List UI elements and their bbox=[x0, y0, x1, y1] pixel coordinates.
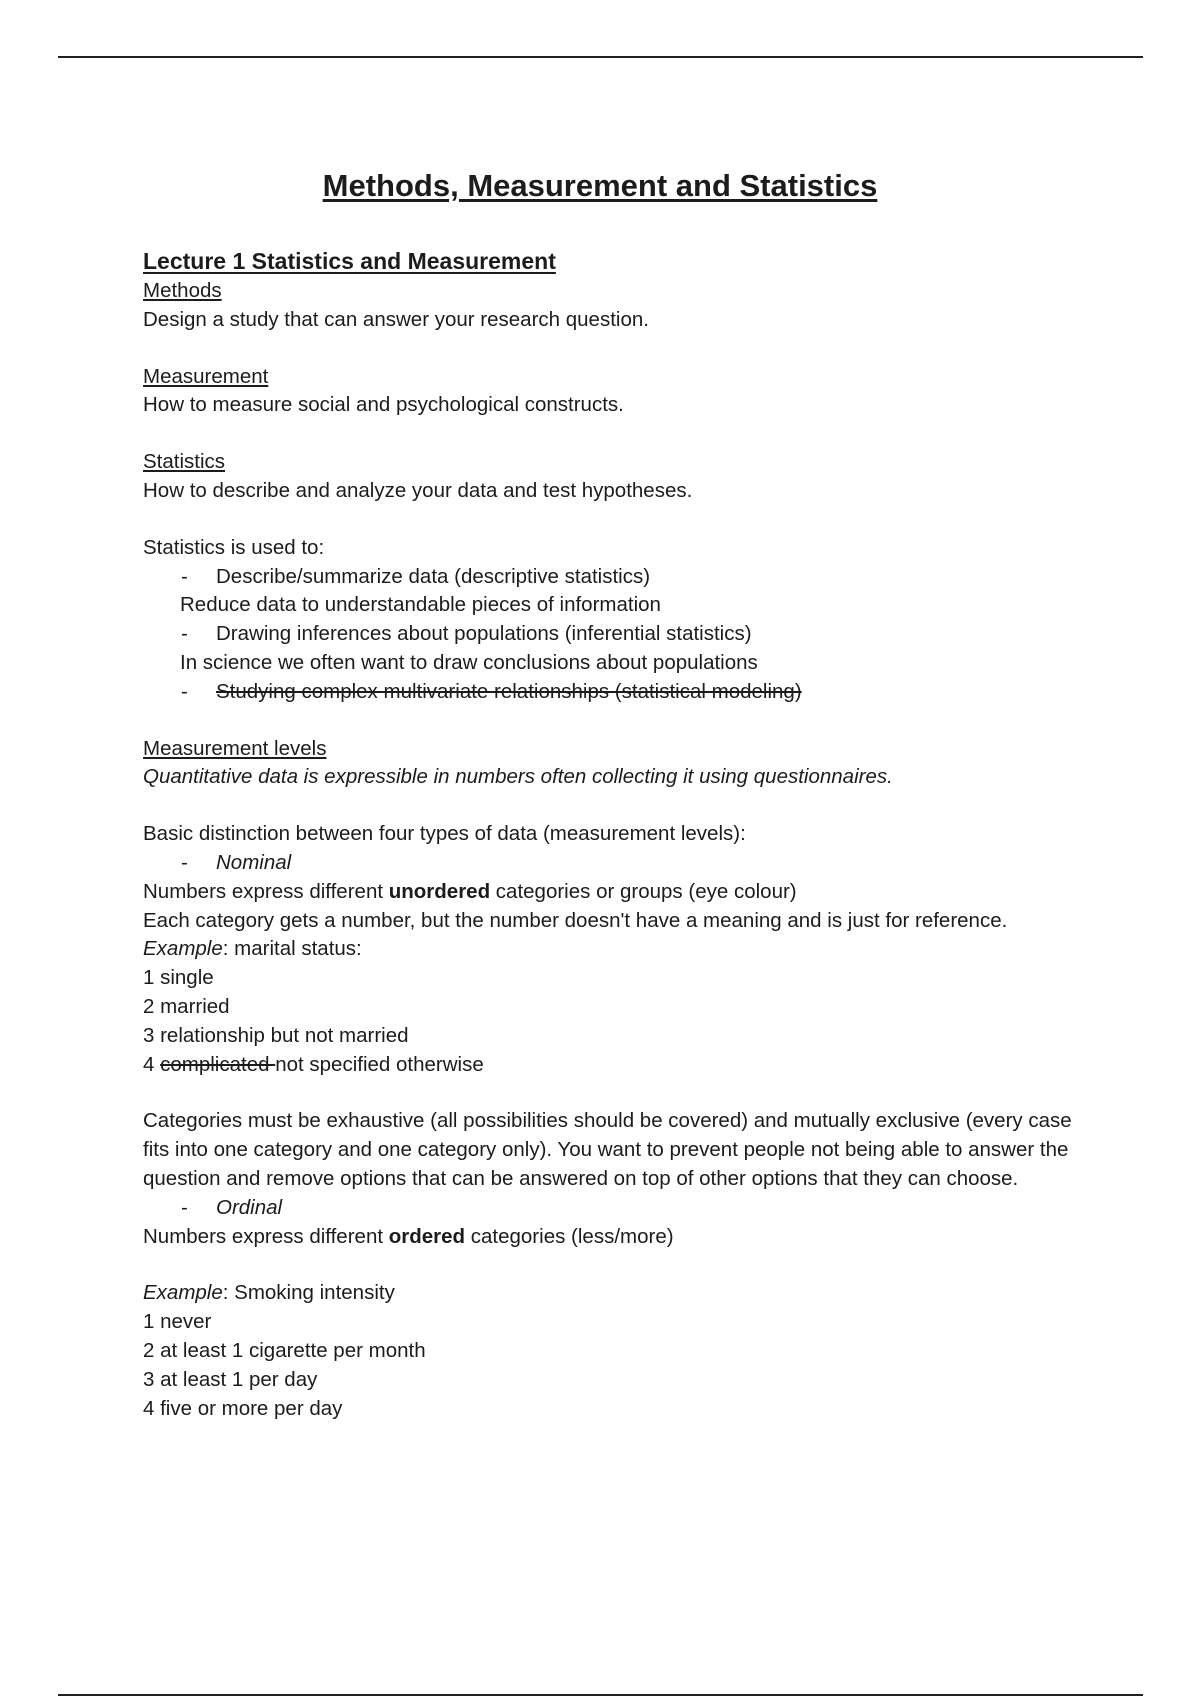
bullet-ordinal bbox=[143, 1194, 1073, 1223]
nominal-desc-post: categories or groups (eye colour) bbox=[490, 879, 797, 903]
nominal-desc bbox=[143, 878, 1073, 907]
item4-prefix: 4 bbox=[143, 1052, 161, 1076]
document-body bbox=[143, 245, 1073, 1423]
bullet-inferential-text: Drawing inferences about populations (inferential statistics) bbox=[216, 622, 752, 646]
spacer bbox=[143, 335, 1073, 363]
ordinal-desc-post: categories (less/more) bbox=[465, 1224, 674, 1248]
list-item: 3 relationship but not married bbox=[143, 1023, 409, 1047]
measurement-heading: Measurement bbox=[143, 364, 269, 388]
bullet-dash: - bbox=[181, 1195, 188, 1219]
statistics-text: How to describe and analyze your data and test hypotheses. bbox=[143, 478, 693, 502]
methods-heading: Methods bbox=[143, 279, 222, 302]
spacer bbox=[143, 506, 1073, 534]
list-item: 4 five or more per day bbox=[143, 1396, 343, 1420]
quantitative-italic: Quantitative data is expressible in numbers often collecting it using questionnaires. bbox=[143, 765, 893, 789]
list-item: 1 single bbox=[143, 966, 214, 990]
bullet-inferential bbox=[143, 620, 1073, 649]
ordinal-desc-pre: Numbers express different bbox=[143, 1224, 389, 1248]
nominal-desc-pre: Numbers express different bbox=[143, 879, 389, 903]
ordinal-label: Ordinal bbox=[216, 1195, 283, 1219]
statistics-use-intro: Statistics is used to: bbox=[143, 535, 325, 559]
nominal-example-label: Example bbox=[143, 937, 223, 961]
measurement-levels-heading: Measurement levels bbox=[143, 736, 327, 760]
header-rule bbox=[58, 56, 1143, 58]
spacer bbox=[143, 792, 1073, 820]
statistics-section bbox=[143, 448, 1073, 477]
statistics-heading: Statistics bbox=[143, 450, 226, 474]
note-inferential: In science we often want to draw conclusions about populations bbox=[180, 650, 758, 674]
levels-intro: Basic distinction between four types of data (measurement levels): bbox=[143, 822, 746, 846]
ordinal-example-text: : Smoking intensity bbox=[222, 1281, 395, 1305]
quantitative-text bbox=[143, 763, 1073, 792]
spacer bbox=[143, 1251, 1073, 1279]
item4-rest: not specified otherwise bbox=[275, 1052, 484, 1076]
methods-text: Design a study that can answer your research question. bbox=[143, 307, 649, 331]
nominal-example bbox=[143, 935, 1073, 964]
bullet-descriptive-text: Describe/summarize data (descriptive statistics) bbox=[216, 564, 651, 588]
methods-section bbox=[143, 277, 1073, 306]
list-item: 2 at least 1 cigarette per month bbox=[143, 1338, 426, 1362]
measurement-section bbox=[143, 363, 1073, 392]
lecture-heading: Lecture 1 Statistics and Measurement bbox=[143, 248, 556, 274]
nominal-line2: Each category gets a number, but the number doesn't have a meaning and is just for reference. bbox=[143, 908, 1008, 932]
ordinal-example bbox=[143, 1279, 1073, 1308]
bullet-dash: - bbox=[181, 622, 188, 646]
bullet-modeling-struck bbox=[143, 678, 1073, 707]
bullet-descriptive bbox=[143, 563, 1073, 592]
item4-struck: complicated bbox=[160, 1052, 276, 1076]
list-item: 1 never bbox=[143, 1310, 212, 1334]
footer-rule bbox=[58, 1694, 1143, 1696]
spacer bbox=[143, 420, 1073, 448]
bullet-dash: - bbox=[181, 850, 188, 874]
ordinal-desc bbox=[143, 1223, 1073, 1252]
measurement-text: How to measure social and psychological constructs. bbox=[143, 393, 624, 417]
document-title: Methods, Measurement and Statistics bbox=[322, 168, 878, 203]
ordinal-desc-bold: ordered bbox=[388, 1224, 466, 1248]
spacer bbox=[143, 707, 1073, 735]
note-descriptive: Reduce data to understandable pieces of information bbox=[180, 593, 661, 617]
bullet-dash: - bbox=[181, 679, 188, 703]
nominal-example-text: : marital status: bbox=[222, 937, 362, 961]
exhaustive-paragraph: Categories must be exhaustive (all possibilities should be covered) and mutually exclusive (every case fits into one category and one category only). You want to prevent people not being able to answer the question and remove options that can be answered on top of other options that they can choose. bbox=[143, 1109, 1072, 1190]
nominal-desc-bold: unordered bbox=[388, 879, 491, 903]
nominal-label: Nominal bbox=[216, 850, 292, 874]
list-item: 3 at least 1 per day bbox=[143, 1367, 318, 1391]
bullet-modeling-text: Studying complex multivariate relationships (statistical modeling) bbox=[216, 679, 802, 703]
spacer bbox=[143, 1079, 1073, 1107]
list-item: 2 married bbox=[143, 994, 230, 1018]
bullet-nominal bbox=[143, 849, 1073, 878]
list-item bbox=[143, 1051, 1073, 1080]
bullet-dash: - bbox=[181, 564, 188, 588]
measurement-levels-section bbox=[143, 735, 1073, 764]
ordinal-example-label: Example bbox=[143, 1281, 223, 1305]
